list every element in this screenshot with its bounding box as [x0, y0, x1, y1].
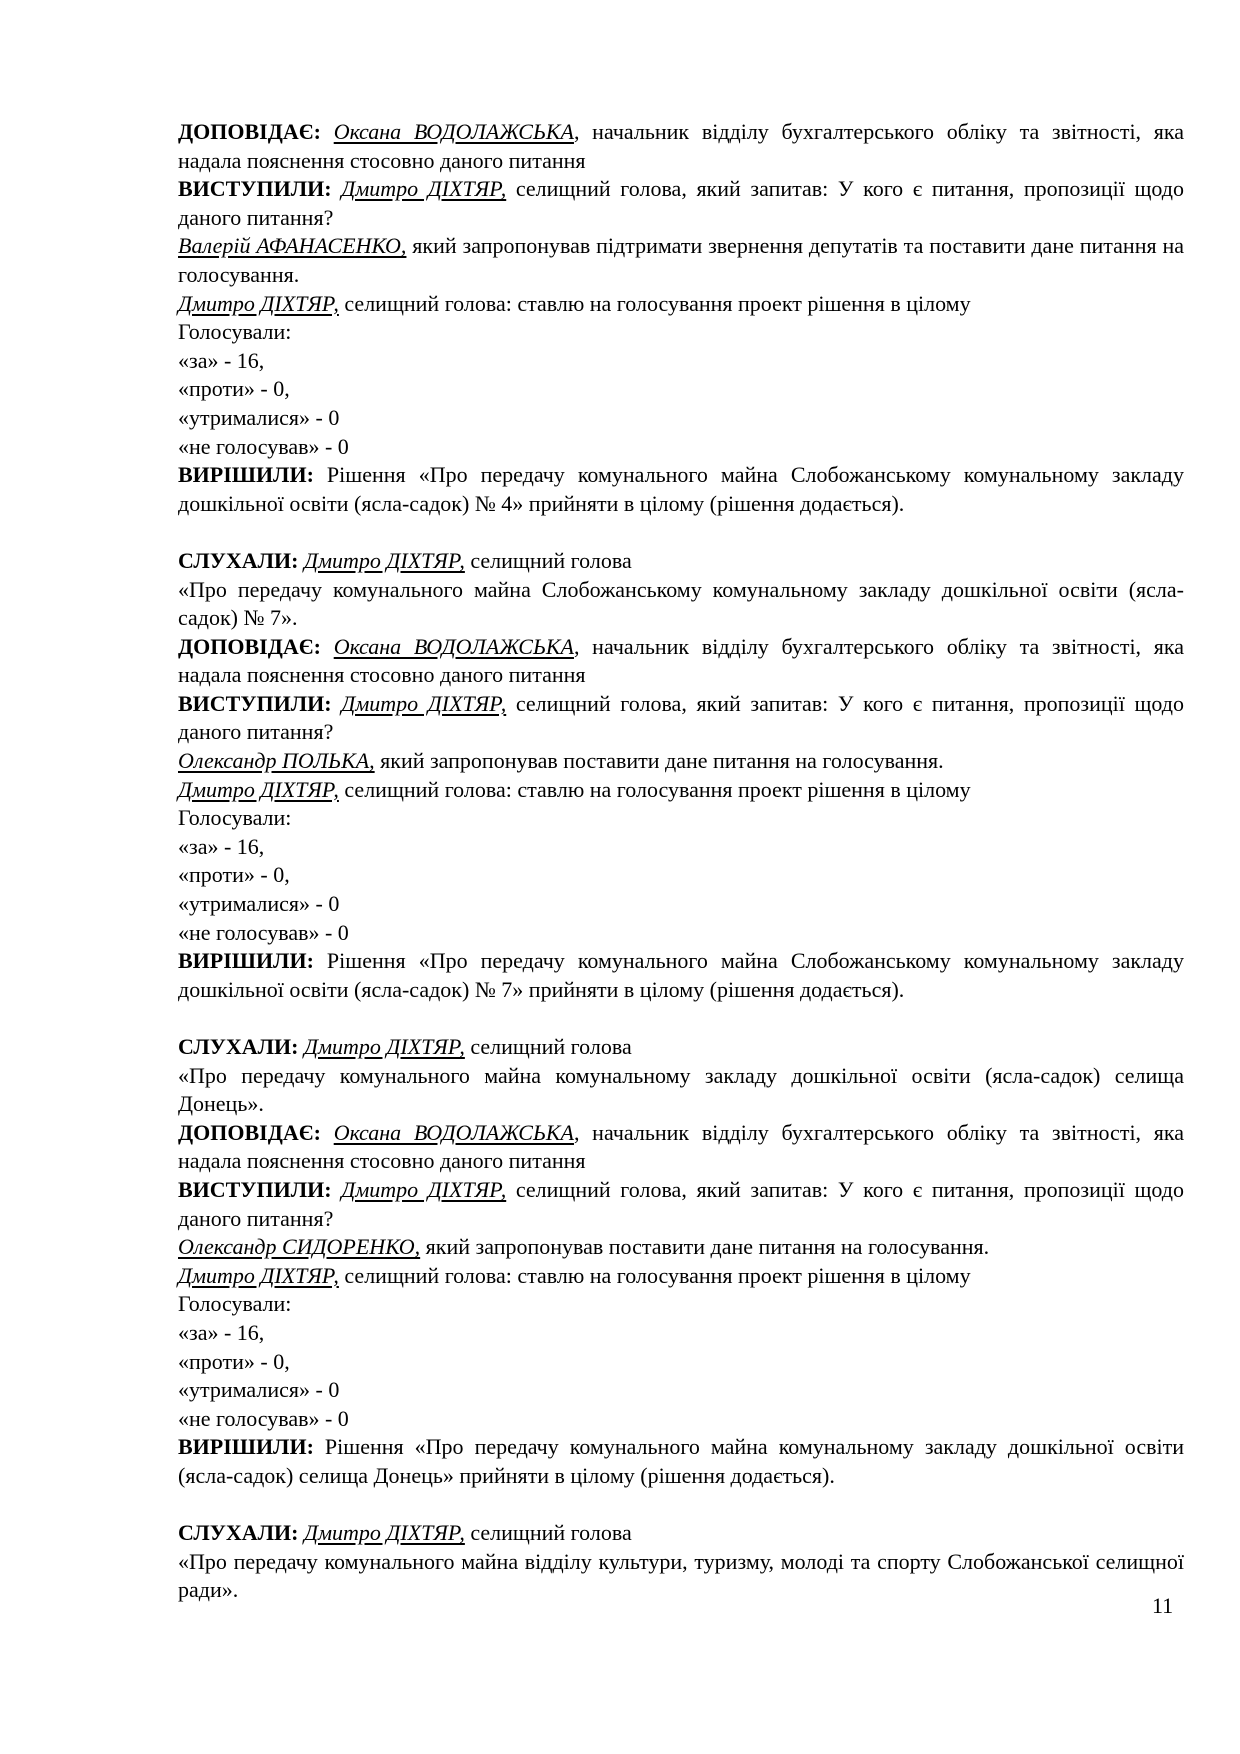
paragraph-text: селищний голова, який запитав: У кого є питання, пропозиції щодо даного питання? — [178, 176, 1184, 230]
paragraph — [178, 1548, 1184, 1605]
paragraph-text: Голосували: — [178, 319, 292, 345]
paragraph-text: Голосували: — [178, 805, 292, 831]
paragraph — [178, 1405, 1184, 1434]
paragraph — [178, 461, 1184, 518]
section-spacer — [178, 1004, 1184, 1033]
paragraph-text: селищний голова — [464, 1520, 632, 1546]
person-name: Дмитро ДІХТЯР, — [178, 776, 339, 802]
section-keyword: ВИРІШИЛИ: — [178, 462, 314, 488]
agenda-section — [178, 1519, 1184, 1605]
section-keyword: ВИСТУПИЛИ: — [178, 1176, 332, 1202]
person-name: Дмитро ДІХТЯР, — [341, 690, 507, 716]
section-keyword: ВИРІШИЛИ: — [178, 1434, 314, 1460]
paragraph-text: який запропонував поставити дане питання на голосування. — [374, 748, 944, 774]
section-keyword: ВИРІШИЛИ: — [178, 948, 314, 974]
paragraph-text: Рішення «Про передачу комунального майна комунальному закладу дошкільної освіти (ясла-садок) селища Донець» прийняти в цілому (рішення додається). — [178, 1434, 1184, 1488]
paragraph — [178, 747, 1184, 776]
paragraph — [178, 232, 1184, 289]
paragraph — [178, 1348, 1184, 1377]
paragraph — [178, 290, 1184, 319]
paragraph-text: «за» - 16, — [178, 833, 265, 859]
agenda-section — [178, 118, 1184, 518]
paragraph-text: «проти» - 0, — [178, 1348, 290, 1374]
paragraph — [178, 175, 1184, 232]
paragraph-text: «утрималися» - 0 — [178, 1377, 340, 1403]
paragraph — [178, 347, 1184, 376]
paragraph — [178, 1290, 1184, 1319]
paragraph — [178, 919, 1184, 948]
section-keyword: ДОПОВІДАЄ: — [178, 1119, 321, 1145]
paragraph-text: «Про передачу комунального майна Слобожанському комунальному закладу дошкільної освіти (ясла-садок) № 7». — [178, 576, 1184, 631]
section-spacer — [178, 1491, 1184, 1520]
paragraph-text: Рішення «Про передачу комунального майна Слобожанському комунальному закладу дошкільної освіти (ясла-садок) № 7» прийняти в цілому (рішення додається). — [178, 948, 1184, 1002]
paragraph-text: селищний голова — [464, 547, 632, 573]
paragraph — [178, 433, 1184, 462]
person-name: Оксана ВОДОЛАЖСЬКА — [333, 119, 574, 144]
paragraph-text: селищний голова — [464, 1034, 632, 1059]
paragraph-text: «проти» - 0, — [178, 376, 290, 402]
paragraph — [178, 776, 1184, 805]
paragraph-text: Рішення «Про передачу комунального майна Слобожанському комунальному закладу дошкільної освіти (ясла-садок) № 4» прийняти в цілому (рішення додається). — [178, 462, 1184, 516]
paragraph-text: «Про передачу комунального майна відділу культури, туризму, молоді та спорту Слобожанської селищної ради». — [178, 1548, 1184, 1603]
paragraph — [178, 861, 1184, 890]
paragraph — [178, 547, 1184, 576]
paragraph-text: Голосували: — [178, 1291, 292, 1317]
paragraph-text: «утрималися» - 0 — [178, 891, 340, 917]
paragraph-text: селищний голова: ставлю на голосування проект рішення в цілому — [338, 776, 971, 802]
paragraph-text: , начальник відділу бухгалтерського обліку та звітності, яка надала пояснення стосовно даного питання — [178, 633, 1184, 688]
person-name: Дмитро ДІХТЯР, — [303, 1034, 465, 1059]
paragraph-text: «не голосував» - 0 — [178, 1405, 349, 1431]
paragraph-text: який запропонував поставити дане питання на голосування. — [420, 1234, 990, 1260]
paragraph — [178, 1433, 1184, 1490]
paragraph-text: «не голосував» - 0 — [178, 919, 349, 945]
paragraph — [178, 804, 1184, 833]
paragraph — [178, 833, 1184, 862]
paragraph-text: «за» - 16, — [178, 1319, 265, 1345]
paragraph — [178, 1119, 1184, 1176]
person-name: Олександр СИДОРЕНКО, — [178, 1234, 421, 1260]
paragraph — [178, 947, 1184, 1004]
paragraph — [178, 633, 1184, 690]
section-keyword: СЛУХАЛИ: — [178, 547, 299, 573]
paragraph-text: «утрималися» - 0 — [178, 404, 340, 430]
paragraph — [178, 318, 1184, 347]
paragraph — [178, 404, 1184, 433]
paragraph-text: селищний голова: ставлю на голосування проект рішення в цілому — [338, 1262, 971, 1288]
paragraph-text: «проти» - 0, — [178, 862, 290, 888]
paragraph — [178, 576, 1184, 633]
person-name: Олександр ПОЛЬКА, — [178, 748, 375, 774]
paragraph — [178, 1033, 1184, 1062]
section-keyword: СЛУХАЛИ: — [178, 1034, 299, 1059]
agenda-section — [178, 547, 1184, 1005]
person-name: Дмитро ДІХТЯР, — [178, 1262, 339, 1288]
paragraph — [178, 1319, 1184, 1348]
paragraph — [178, 1376, 1184, 1405]
paragraph-text: «за» - 16, — [178, 347, 265, 373]
person-name: Дмитро ДІХТЯР, — [341, 176, 507, 202]
person-name: Оксана ВОДОЛАЖСЬКА — [333, 1119, 574, 1145]
paragraph-text: , начальник відділу бухгалтерського обліку та звітності, яка надала пояснення стосовно даного питання — [178, 1119, 1184, 1174]
paragraph — [178, 1262, 1184, 1291]
section-keyword: ВИСТУПИЛИ: — [178, 176, 332, 202]
paragraph-text: , начальник відділу бухгалтерського обліку та звітності, яка надала пояснення стосовно даного питання — [178, 119, 1184, 173]
person-name: Дмитро ДІХТЯР, — [341, 1176, 507, 1202]
paragraph — [178, 1519, 1184, 1548]
paragraph — [178, 375, 1184, 404]
document-page — [178, 118, 1184, 1605]
person-name: Дмитро ДІХТЯР, — [303, 1520, 465, 1546]
paragraph-text: селищний голова, який запитав: У кого є питання, пропозиції щодо даного питання? — [178, 1176, 1184, 1231]
person-name: Дмитро ДІХТЯР, — [303, 547, 465, 573]
paragraph — [178, 890, 1184, 919]
person-name: Оксана ВОДОЛАЖСЬКА — [333, 633, 574, 659]
section-spacer — [178, 518, 1184, 547]
person-name: Валерій АФАНАСЕНКО, — [178, 233, 407, 259]
paragraph — [178, 118, 1184, 175]
person-name: Дмитро ДІХТЯР, — [178, 290, 339, 316]
section-keyword: ДОПОВІДАЄ: — [178, 633, 321, 659]
paragraph — [178, 690, 1184, 747]
paragraph — [178, 1176, 1184, 1233]
section-keyword: ВИСТУПИЛИ: — [178, 690, 332, 716]
section-keyword: СЛУХАЛИ: — [178, 1520, 299, 1546]
paragraph — [178, 1233, 1184, 1262]
agenda-section — [178, 1033, 1184, 1491]
paragraph-text: селищний голова: ставлю на голосування проект рішення в цілому — [338, 290, 971, 316]
section-keyword: ДОПОВІДАЄ: — [178, 119, 321, 144]
paragraph-text: «не голосував» - 0 — [178, 433, 349, 459]
paragraph-text: який запропонував підтримати звернення депутатів та поставити дане питання на голосування. — [178, 233, 1184, 287]
page-number: 11 — [1152, 1593, 1174, 1618]
paragraph-text: «Про передачу комунального майна комунальному закладу дошкільної освіти (ясла-садок) селища Донець». — [178, 1062, 1184, 1117]
paragraph — [178, 1062, 1184, 1119]
paragraph-text: селищний голова, який запитав: У кого є питання, пропозиції щодо даного питання? — [178, 690, 1184, 745]
